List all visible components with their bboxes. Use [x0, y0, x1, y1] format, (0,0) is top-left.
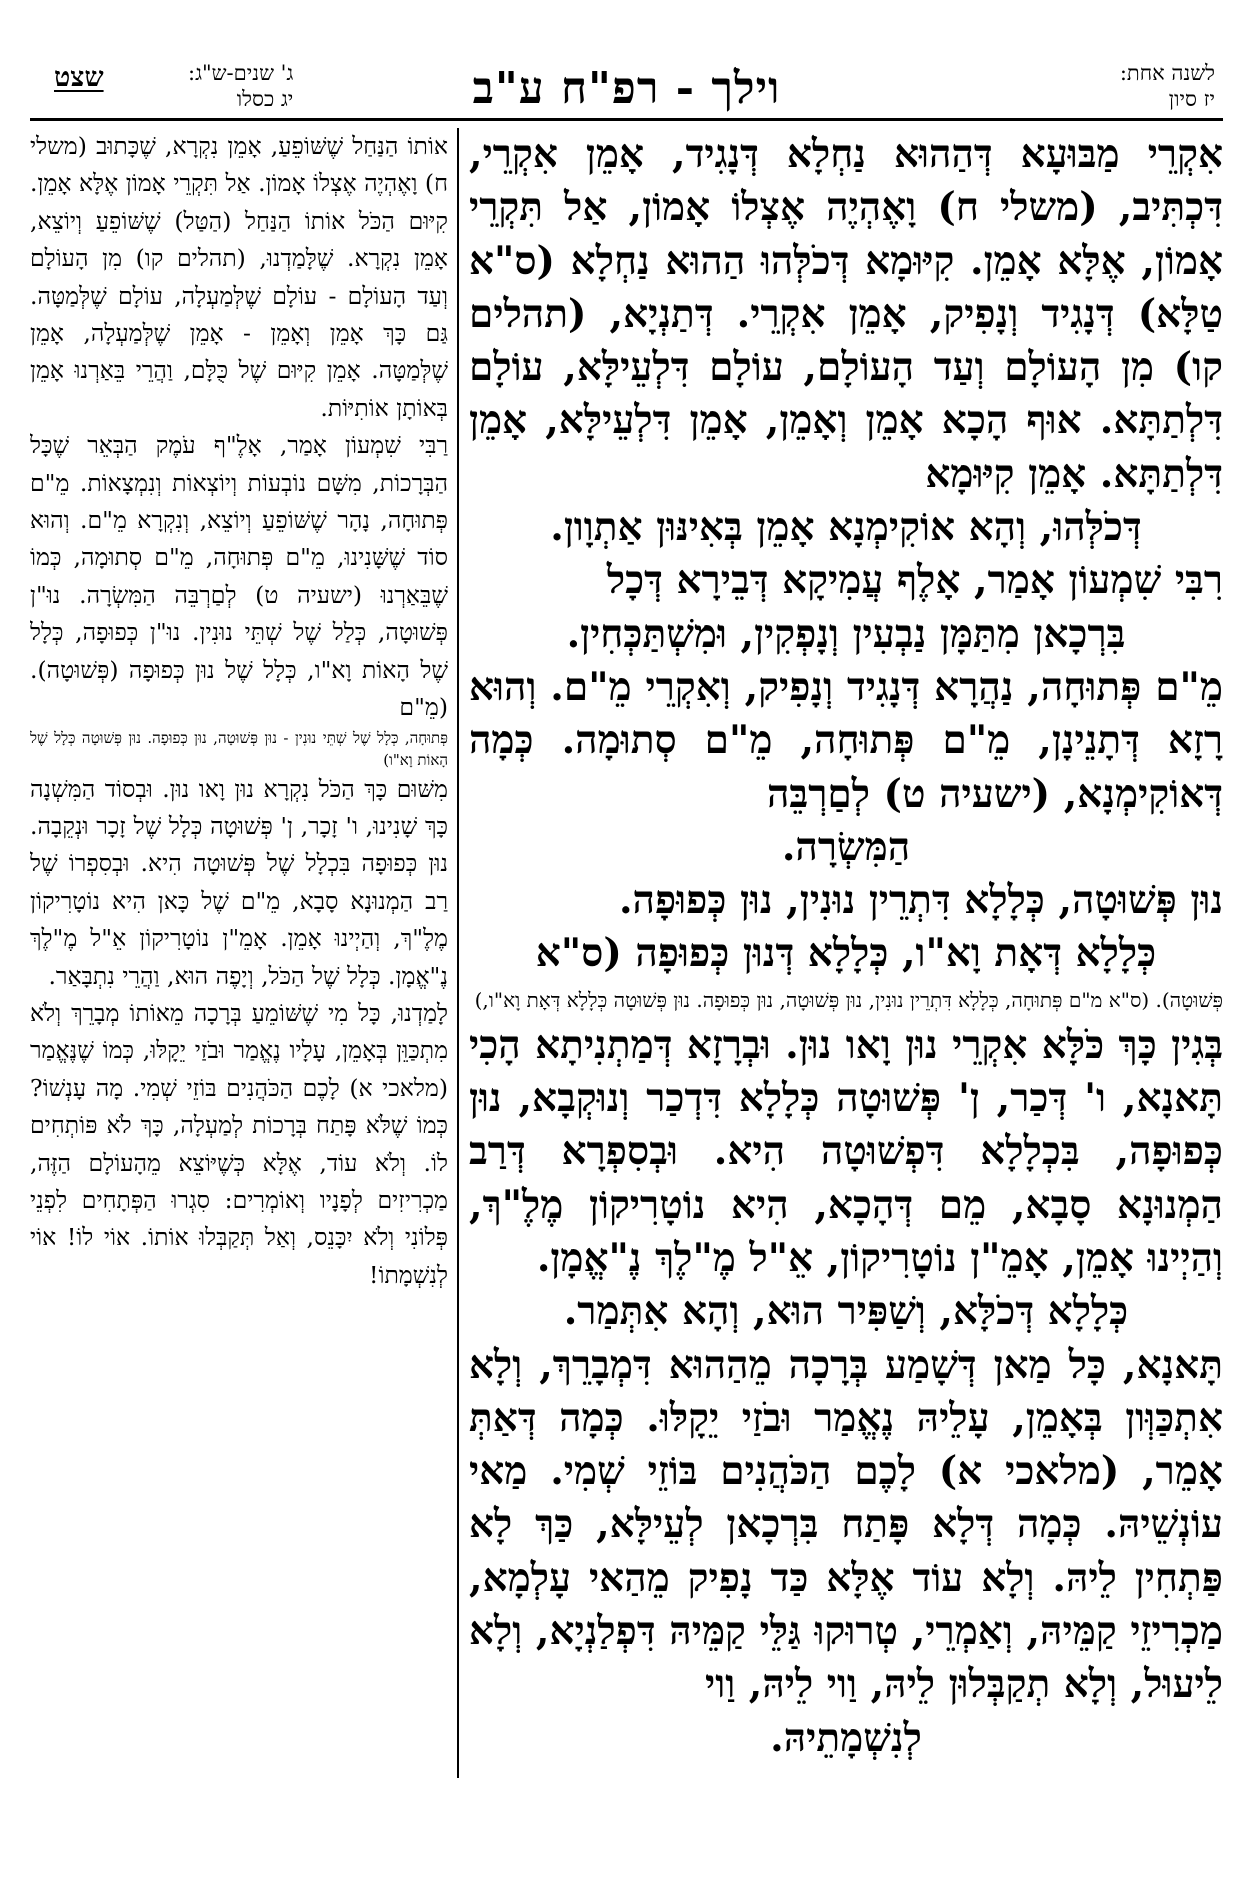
translation-alt-version-note: פְּתוּחָה, כְּלָל שֶׁל שְׁתֵּי נוּנִין - נוּן פְּשׁוּטָה, נוּן כְּפוּפָה. נוּן פְּשׁוּטָה כְּלָל שֶׁל הָאוֹת וָא"ו) [30, 728, 448, 769]
page-title: וילך - רפ"ח ע"ב [472, 63, 781, 114]
column-divider [457, 128, 459, 1778]
main-paragraph: נוּן פְּשׁוּטָה, כְּלָלָא דִּתְרֵין נוּנִין, נוּן כְּפוּפָה. [618, 877, 1223, 924]
header-three-year-date: יג כסלו [236, 87, 294, 111]
translation-paragraph: לָמַדְנוּ, כָּל מִי שֶׁשּׁוֹמֵעַ בְּרָכָה מֵאוֹתוֹ מְבָרֵךְ וְלֹא מִתְכַּוֵּן בְּאָמֵן, עָלָיו נֶאֱמַר וּבֹזַי יֵקָלּוּ, כְּמוֹ שֶׁנֶּאֱמַר (מלאכי א) לָכֶם הַכֹּהֲנִים בּוֹזֵי שְׁמִי. מָה עָנְשׁוֹ? כְּמוֹ שֶׁלֹּא פָּתַח בְּרָכוֹת לְמַעְלָה, כָּךְ לֹא פּוֹתְחִים לוֹ. וְלֹא עוֹד, אֶלָּא כְּשֶׁיּוֹצֵא מֵהָעוֹלָם הַזֶּה, מַכְרִיזִים לְפָנָיו וְאוֹמְרִים: סִגְרוּ הַפְּתָחִים לִפְנֵי פְּלוֹנִי וְלֹא יִכָּנֵס, וְאַל תְּקַבְּלוּ אוֹתוֹ. אוֹי לוֹ! אוֹי לְנִשְׁמָתוֹ! [30, 998, 448, 1289]
main-paragraph: אִקְרֵי מַבּוּעָא דְּהַהוּא נַחְלָא דְּנָגִיד, אָמֵן אִקְרֵי, דִּכְתִּיב, (משלי ח) וָאֶהְיֶה אֶצְלוֹ אָמוֹן, אַל תִּקְרֵי אָמוֹן, אֶלָּא אָמֵן. קִיּוּמָא דְּכֹלְּהוּ הַהוּא נַחְלָא (ס"א טַלָּא) דְּנָגִיד וְנָפִיק, אָמֵן אִקְרֵי. דְּתַנְיָא, (תהלים קו) מִן הָעוֹלָם וְעַד הָעוֹלָם, עוֹלָם דִּלְעֵילָּא, עוֹלָם דִּלְתַתָּא. אוּף הָכָא אָמֵן וְאָמֵן, אָמֵן דִּלְעֵילָּא, אָמֵן דִּלְתַתָּא. אָמֵן קִיּוּמָא [469, 131, 1223, 497]
main-paragraph-end: דְּכֹלְּהוּ, וְהָא אוֹקִימְנָא אָמֵן בְּאִינּוּן אַתְוָון. [550, 504, 1142, 551]
main-paragraph: בְּגִין כָּךְ כֹּלָּא אִקְרֵי נוּן וָאו נוּן. וּבְרָזָא דְּמַתְנִיתָא הָכִי תָּאנָא, ו' דְּכַר, ן' פְּשׁוּטָה כְּלָלָא דִּדְכַר וְנוּקְבָא, נוּן כְּפוּפָה, בִּכְלָלָא דִּפְשׁוּטָה הִיא. וּבְסִפְרָא דְּרַב הַמְנוּנָא סָבָא, מֵם דְּהָכָא, הִיא נוֹטָרִיקוֹן מֶלֶ"ךְ, וְהַיְינוּ אָמֵן, אָמֵ"ן נוֹטָרִיקוֹן, אֵ"ל מֶ"לֶךְ נֶ"אֱמָן. [469, 1021, 1223, 1281]
translation-paragraph: אוֹתוֹ הַנַּחַל שֶׁשּׁוֹפֵעַ, אָמֵן נִקְרָא, שֶׁכָּתוּב (משלי ח) וָאֶהְיֶה אֶצְלוֹ אָמוֹן. אַל תִּקְרֵי אָמוֹן אֶלָּא אָמֵן. קִיּוּם הַכֹּל אוֹתוֹ הַנַּחַל (הַטַּל) שֶׁשּׁוֹפֵעַ וְיוֹצֵא, אָמֵן נִקְרָא. שֶׁלָּמַדְנוּ, (תהלים קו) מִן הָעוֹלָם וְעַד הָעוֹלָם - עוֹלָם שֶׁלְּמַעְלָה, עוֹלָם שֶׁלְּמַטָּה. גַּם כָּךְ אָמֵן וְאָמֵן - אָמֵן שֶׁלְּמַעְלָה, אָמֵן שֶׁלְּמַטָּה. אָמֵן קִיּוּם שֶׁל כֻּלָּם, וַהֲרֵי בֵּאַרְנוּ אָמֵן בְּאוֹתָן אוֹתִיּוֹת. [30, 132, 448, 422]
translation-paragraph: רַבִּי שִׁמְעוֹן אָמַר, אָלֶ"ף עֹמֶק הַבְּאֵר שֶׁכָּל הַבְּרָכוֹת, מִשָּׁם נוֹבְעוֹת וְיוֹצְאוֹת וְנִמְצָאוֹת. מֵ"ם פְּתוּחָה, נָהָר שֶׁשּׁוֹפֵעַ וְיוֹצֵא, וְנִקְרָא מֵ"ם. וְהוּא סוֹד שֶׁשָּׁנִינוּ, מֵ"ם פְּתוּחָה, מֵ"ם סְתוּמָה, כְּמוֹ שֶׁבֵּאַרְנוּ (ישעיה ט) לְםַרְבֵּה הַמִּשְׂרָה. נוּ"ן פְּשׁוּטָה, כְּלַל שֶׁל שְׁתֵּי נוּנִין. נוּ"ן כְּפוּפָה, כְּלָל שֶׁל הָאוֹת וָא"ו, כְּלָל שֶׁל נוּן כְּפוּפָה (פְּשׁוּטָה). (מֵ"ם [30, 431, 448, 722]
header-rule [30, 118, 1223, 121]
aramaic-main-column [469, 128, 1223, 1778]
main-alt-version-note: פְּשׁוּטָה). (ס"א מ"ם פְּתוּחָה, כְּלָלָא דִּתְרֵין נוּנִין, נוּן פְּשׁוּטָה, נוּן כְּפוּפָה. נוּן פְּשׁוּטָה כְּלָלָא דְּאָת וָא"ו,) [474, 987, 1223, 1012]
main-paragraph: כְּלָלָא דְּאָת וָא"ו, כְּלָלָא דְּנוּן כְּפוּפָה (ס"א [535, 930, 1157, 977]
hebrew-translation-column [30, 128, 448, 1778]
main-paragraph: כְּלָלָא דְּכֹלָּא, וְשַׁפִּיר הוּא, וְהָא אִתְּמַר. [563, 1288, 1129, 1335]
main-paragraph: רִבִּי שִׁמְעוֹן אָמַר, אָלֶף עֲמִיקָא דְּבֵירָא דְּכָל [606, 557, 1223, 604]
main-paragraph-end: בִּרְכָאן מִתַּמָּן נַבְעִין וְנָפְקִין, וּמִשְׁתַּכְּחִין. [566, 610, 1126, 657]
main-paragraph: תָּאנָא, כָּל מַאן דְּשָׁמַע בְּרָכָה מֵהַהוּא דִּמְבָרֵךְ, וְלָא אִתְכַּוְּון בְּאָמֵן, עָלֵיהּ נֶאֱמַר וּבֹזַי יֵקָלּוּ. כְּמָה דְּאַתְּ אָמֵר, (מלאכי א) לָכֶם הַכֹּהֲנִים בּוֹזֵי שְׁמִי. מַאי עוֹנְשֵׁיהּ. כְּמָה דְּלָא פָּתַח בִּרְכָאן לְעֵילָּא, כַּךְ לָא פַּתְחִין לֵיהּ. וְלָא עוֹד אֶלָּא כַּד נָפִיק מֵהַאי עָלְמָא, מַכְרִיזֵי קַמֵּיהּ, וְאַמְרֵי, טְרוּקוּ גַּלֵּי קַמֵּיהּ דִּפְלַנְיָא, וְלָא לֵיעוּל, וְלָא תְקַבְּלוּן לֵיהּ, וַוי לֵיהּ, וַוי [469, 1341, 1223, 1708]
header-one-year-label: לשנה אחת: [1119, 61, 1215, 85]
page-number: שצט [54, 62, 104, 93]
translation-paragraph: מִשּׁוּם כָּךְ הַכֹּל נִקְרָא נוּן וָאו נוּן. וּבְסוֹד הַמִּשְׁנָה כָּךְ שָׁנִינוּ, ו' זָכָר, ן' פְּשׁוּטָה כְּלָל שֶׁל זָכָר וּנְקֵבָה. נוּן כְּפוּפָה בִּכְלָל שֶׁל פְּשׁוּטָה הִיא. וּבְסִפְרוֹ שֶׁל רַב הַמְנוּנָא סָבָא, מֵ"ם שֶׁל כָּאן הִיא נוֹטָרִיקוֹן מֶלֶ"ךְ, וְהַיְינוּ אָמֵן. אָמֵ"ן נוֹטָרִיקוֹן אֵ"ל מֶ"לֶךְ נֶ"אֱמָן. כְּלָל שֶׁל הַכֹּל, וְיָפֶה הוּא, וַהֲרֵי נִתְבָּאַר. [30, 774, 448, 990]
header-three-year-schedule [188, 60, 293, 112]
main-paragraph-end: לְנִשְׁמָתֵיהּ. [770, 1714, 922, 1761]
header-one-year-date: יז סיון [1168, 87, 1215, 111]
main-paragraph: מֵ"ם פְּתוּחָה, נַהֲרָא דְּנָגִיד וְנָפִיק, וְאִקְרֵי מֵ"ם. וְהוּא רָזָא דְּתָנֵינָן, מֵ"ם פְּתוּחָה, מֵ"ם סְתוּמָה. כְּמָה דְּאוֹקִימְנָא, (ישעיה ט) לְםַרְבֵּה [469, 663, 1223, 817]
page-header [30, 60, 1223, 122]
main-paragraph-end: הַמִּשְׂרָה. [781, 823, 911, 870]
header-three-year-label: ג' שנים-ש"ג: [188, 61, 294, 85]
